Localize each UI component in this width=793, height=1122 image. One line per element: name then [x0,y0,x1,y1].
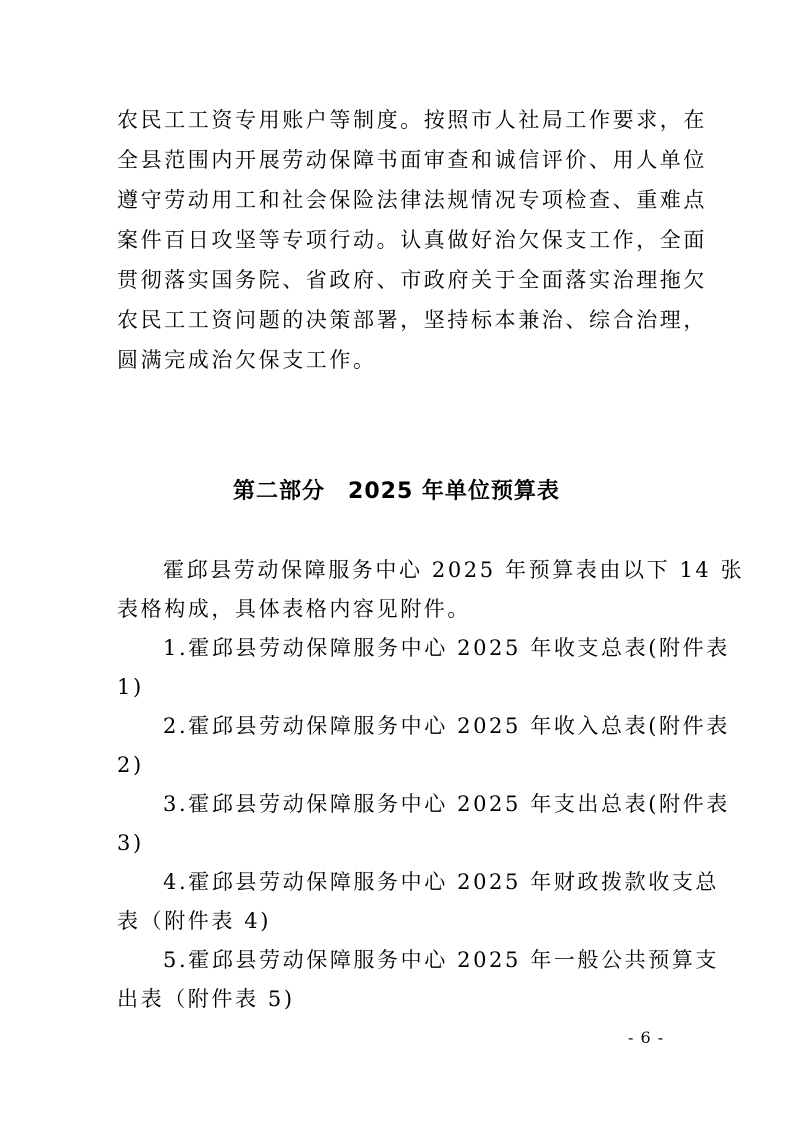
list-item-line: 2) [117,753,144,777]
paragraph-line: 表格构成，具体表格内容见附件。 [117,597,471,621]
list-item-line: 3) [117,831,144,855]
list-item-line: 4.霍邱县劳动保障服务中心 2025 年财政拨款收支总 [163,870,720,894]
list-item-line: 1) [117,675,144,699]
list-item-line: 1.霍邱县劳动保障服务中心 2025 年收支总表(附件表 [163,636,730,660]
list-item-line: 表（附件表 4) [117,909,272,933]
paragraph-line: 农民工工资专用账户等制度。按照市人社局工作要求，在 [117,108,707,132]
paragraph-line: 贯彻落实国务院、省政府、市政府关于全面落实治理拖欠 [117,268,707,292]
page-number: - 6 - [628,1028,665,1047]
paragraph-line: 遵守劳动用工和社会保险法律法规情况专项检查、重难点 [117,188,707,212]
paragraph-line: 圆满完成治欠保支工作。 [117,348,377,372]
section-heading: 第二部分 2025 年单位预算表 [233,479,560,504]
paragraph-line: 案件百日攻坚等专项行动。认真做好治欠保支工作，全面 [117,228,707,252]
paragraph-line: 农民工工资问题的决策部署，坚持标本兼治、综合治理， [117,308,707,332]
list-item-line: 3.霍邱县劳动保障服务中心 2025 年支出总表(附件表 [163,792,730,816]
list-item-line: 2.霍邱县劳动保障服务中心 2025 年收入总表(附件表 [163,714,730,738]
list-item-line: 5.霍邱县劳动保障服务中心 2025 年一般公共预算支 [163,948,720,972]
list-item-line: 出表（附件表 5) [117,987,295,1011]
paragraph-line: 全县范围内开展劳动保障书面审查和诚信评价、用人单位 [117,148,707,172]
paragraph-line: 霍邱县劳动保障服务中心 2025 年预算表由以下 14 张 [163,558,745,582]
